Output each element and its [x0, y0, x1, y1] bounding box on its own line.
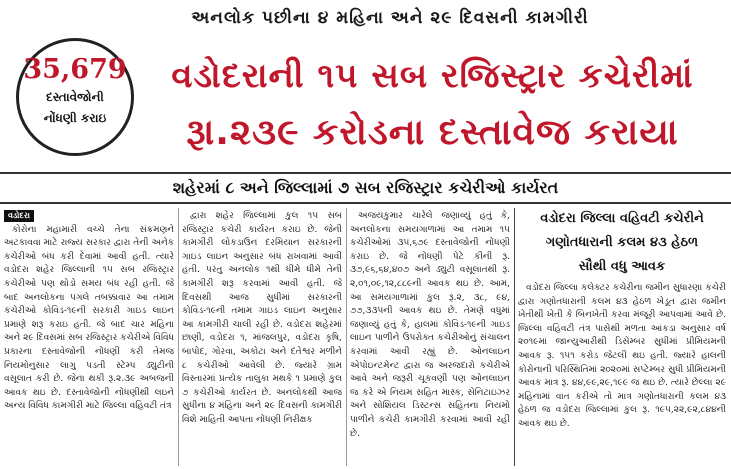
headline-line-2: રૂા.૨૩૯ કરોડના દસ્તાવેજ કરાયા	[186, 112, 679, 153]
badge-number: 35,679	[23, 54, 127, 85]
sidebar-headline-3: સૌથી વધુ આવક	[578, 259, 666, 274]
sidebar-text: વડોદરા જિલ્લા કલેક્ટર કચેરીના જમીન સુધારણા કચેરી દ્વારા ગણોતધારાની કલમ ૪૩ હેઠળ ખેડૂત દ્વારા જમીન ખેતીથી ખેતી કે બિનખેતી કરવા મંજૂરી આપવામાં આવે છે. જિલ્લા વહિવટી તંત્ર પાસેથી મળતા આંકડા અનુસાર વર્ષ ૨૦૧૯માં જાન્યુઆરીથી ડિસેમ્બર સુધીમાં પ્રીમિયમની આવક રૂ. ૧૫૧ કરોડ જેટલી થઇ હતી. જ્યારે હાલની કોરોનાની પરિસ્થિતિમાં ૨૦૨૦માં સપ્ટેમ્બર સુધી પ્રીમિયમની આવક માત્ર રૂ. ૪૪,૯૯,૨૯,૧૯૯ જ થઇ છે. ત્યારે છેલ્લા ૨૯ મહિનામાં વાત કરીએ તો માત્ર ગણોતધારાની કલમ ૪૩ હેઠળ જ વડોદરા જિલ્લામાં કુલ રૂ. ૧૯૫,૨૨,૯૨,૮૪૪ની આવક થઇ છે.	[518, 283, 726, 429]
stat-badge	[16, 38, 134, 156]
article-text-2: દ્વારા શહેર જિલ્લામાં કુલ ૧૫ સબ રજિસ્ટ્રાર કચેરી કાર્યરત કરાઇ છે. જેની કામગીરી લોકડાઉન દરમિયાન સરકારની ગાઇડ લાઇન અનુસાર બંધ રાખવામાં આવી હતી. પરંતુ અનલોક ૧થી ધીમે ધીમે તેની કામગીરી શરૂ કરવામાં આવી હતી. જે દિવસથી આજ સુધીમાં સરકારની કોવિડ-૧૯ની તમામ ગાઇડ લાઇન અનુસાર આ કામગીરી ચાલી રહી છે. વડોદરા શહેરમાં છાણી, વડોદરા ૧, માંજલપુર, વડોદરા કૃષિ, બાપોદ, ગોરવા, અકોટા અને દંતેશ્વર મળીને ૮ કચેરીઓ આવેલી છે. જ્યારે ગ્રામ વિસ્તારમાં પ્રત્યેક તાલુકા મથકે ૧ પ્રમાણે કુલ ૭ કચેરીઓ કાર્યરત છે. અનલોકથી આજ સુધીના ૪ મહિના અને ૨૯ દિવસની કામગીરી વિશે માહિતી આપતા નોંધણી નિરીક્ષક	[182, 211, 342, 425]
column-divider	[346, 208, 347, 466]
article-text-3: અજયકુમાર ચારેલે જણાવ્યું હતું કે, અનલોકના સમયગાળામાં આ તમામ ૧૫ કચેરીઓમાં ૩૫,૬૭૯ દસ્તાવેજોની નોંધણી કરાઇ છે. જે નોંધણી પેટે કીની રૂ. ૩૭,૯૬,૬૪,૪૦૭ અને ડ્યુટી વસૂલાતથી રૂ. ૨,૦૧,૦૯,૧૨,૮૮૯ની આવક થઇ છે. આમ, આ સમયગાળામાં કુલ રૂ.૨, ૩૮, ૯૪, ૭૭,૩૩૫ની આવક થઇ છે. તેમણે વધુમાં જણાવ્યું હતું કે, હાલમાં કોવિડ-૧૯ની ગાઇડ લાઇન પાળીને ઉપરોક્ત કચેરીઓનું સંચાલન કરવામાં આવી રહ્યું છે. ઓનલાઇન એપોઇન્ટમેન્ટ દ્વારા જ અરજદારો કચેરીએ આવે અને જરૂરી ચૂકવણી પણ ઓનલાઇન જ કરે એ નિયમ સહિત માસ્ક, સેનિટાઇઝર અને સોશિયલ ડિસ્ટન્સ સહિતના નિયમો પાળીને કચેરી કામગીરી કરવામાં આવી રહી છે.	[350, 211, 510, 439]
headline-line-1: વડોદરાની ૧૫ સબ રજિસ્ટ્રાર કચેરીમાં	[171, 56, 694, 96]
column-divider	[178, 208, 179, 466]
article-column-3	[350, 210, 510, 468]
dateline: વડોદરા	[4, 210, 34, 222]
badge-line-1: દસ્તાવેજોની	[46, 90, 104, 104]
sidebar-headline-1: વડોદરા જિલ્લા વહિવટી કચેરીને	[540, 211, 704, 226]
article-text-1: કોરોના મહામારી વચ્ચે તેના સંક્રમણને અટકાવવા માટે રાજ્ય સરકાર દ્વારા તેની અનેક કચેરીઓ બંધ કરી દેવામાં આવી હતી. ત્યારે વડોદરા શહેર જિલ્લાની ૧૫ સબ રજિસ્ટ્રાર કચેરીઓ પણ થોડો સમય બંધ રહી હતી. જે બાદ અનલોકના પગલે તબક્કાવાર આ તમામ કચેરીઓ કોવિડ-૧૯ની સરકારી ગાઇડ લાઇન પ્રમાણે શરૂ કરાઇ હતી. જે બાદ ચાર મહિના અને ૨૯ દિવસમાં સબ રજિસ્ટ્રાર કચેરીએ વિવિધ પ્રકારના દસ્તાવેજોની નોંધણી કરી તેમજ નિયમોનુસાર લાગુ પડતી સ્ટેમ્પ ડ્યુટીની વસૂલાત કરી છે. જેના થકી રૂ.૨.૩૯ અબજની આવક થઇ છે. દસ્તાવેજોની નોંધણીથી લઇને અન્ય વિવિધ કામગીરી માટે જિલ્લા વહિવટી તંત્ર	[4, 224, 174, 412]
sidebar-story	[518, 206, 726, 468]
article-column-2	[182, 210, 342, 468]
subheadline: શહેરમાં ૮ અને જિલ્લામાં ૭ સબ રજિસ્ટ્રાર કચેરીઓ કાર્યરત	[0, 172, 731, 204]
sidebar-headline-2: ગણોતધારાની કલમ ૪૩ હેઠળ	[545, 235, 699, 250]
article-column-1	[4, 210, 174, 468]
badge-line-2: નોંધણી કરાઇ	[43, 111, 107, 125]
kicker-line: અનલોક પછીના ૪ મહિના અને ૨૯ દિવસની કામગીરી	[191, 8, 589, 28]
sidebar-body	[518, 282, 726, 432]
sidebar-divider	[514, 208, 515, 466]
